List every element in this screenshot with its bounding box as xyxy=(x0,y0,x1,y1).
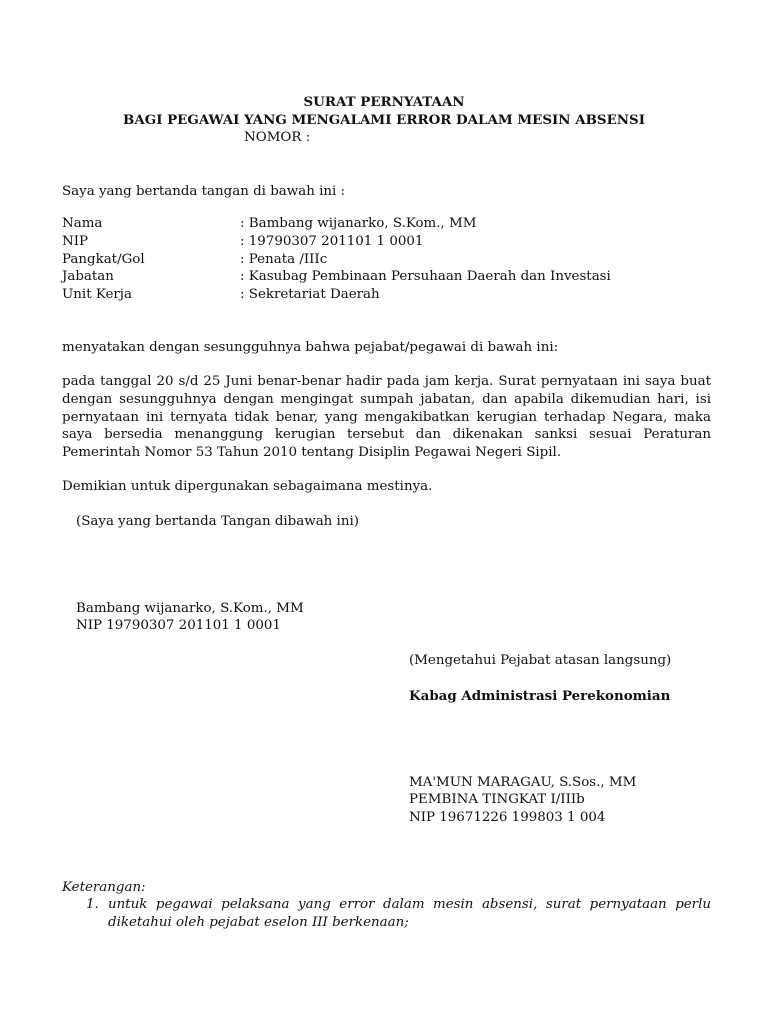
statement-text: menyatakan dengan sesungguhnya bahwa pejabat/pegawai di bawah ini: xyxy=(62,340,559,355)
field-value-jabatan: : Kasubag Pembinaan Persuhaan Daerah dan Investasi xyxy=(240,269,611,284)
notes-heading: Keterangan: xyxy=(62,880,146,895)
closing-text: Demikian untuk dipergunakan sebagaimana mestinya. xyxy=(62,479,433,494)
intro-text: Saya yang bertanda tangan di bawah ini : xyxy=(62,184,346,199)
field-label-nip: NIP xyxy=(62,234,89,249)
document-title: SURAT PERNYATAAN xyxy=(303,94,465,110)
document-subtitle: BAGI PEGAWAI YANG MENGALAMI ERROR DALAM MESIN ABSENSI xyxy=(123,112,645,128)
document-number: NOMOR : xyxy=(244,130,311,145)
signer-caption: (Saya yang bertanda Tangan dibawah ini) xyxy=(76,514,359,529)
field-label-pangkat: Pangkat/Gol xyxy=(62,252,145,267)
approver-name: MA'MUN MARAGAU, S.Sos., MM xyxy=(409,775,637,790)
signer-name: Bambang wijanarko, S.Kom., MM xyxy=(76,601,304,616)
field-value-nama: : Bambang wijanarko, S.Kom., MM xyxy=(240,216,477,231)
approver-nip: NIP 19671226 199803 1 004 xyxy=(409,810,606,825)
field-value-unit-kerja: : Sekretariat Daerah xyxy=(240,287,380,302)
notes-item-text: untuk pegawai pelaksana yang error dalam mesin absensi, surat pernyataan perlu diketahui oleh pejabat eselon III berkenaan; xyxy=(108,897,711,930)
field-value-pangkat: : Penata /IIIc xyxy=(240,252,328,267)
approver-caption: (Mengetahui Pejabat atasan langsung) xyxy=(409,653,672,668)
approver-rank: PEMBINA TINGKAT I/IIIb xyxy=(409,792,585,807)
approver-position: Kabag Administrasi Perekonomian xyxy=(409,688,671,704)
body-paragraph: pada tanggal 20 s/d 25 Juni benar-benar hadir pada jam kerja. Surat pernyataan ini saya buat dengan sesungguhnya dengan mengingat sumpah jabatan, dan apabila dikemudian hari, isi pernyataan ini ternyata tidak benar, yang mengakibatkan kerugian terhadap Negara, maka saya bersedia menanggung kerugian tersebut dan dikenakan sanksi sesuai Peraturan Pemerintah Nomor 53 Tahun 2010 tentang Disiplin Pegawai Negeri Sipil. xyxy=(62,374,711,461)
field-label-nama: Nama xyxy=(62,216,103,231)
field-value-nip: : 19790307 201101 1 0001 xyxy=(240,234,424,249)
field-label-unit-kerja: Unit Kerja xyxy=(62,287,132,302)
signer-nip: NIP 19790307 201101 1 0001 xyxy=(76,618,281,633)
notes-item-number: 1. xyxy=(86,897,99,912)
field-label-jabatan: Jabatan xyxy=(62,269,114,284)
